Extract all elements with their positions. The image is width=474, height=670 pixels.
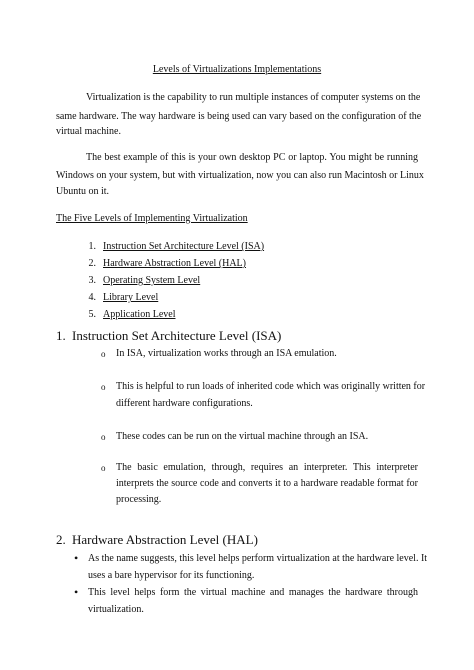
hal-bullet-2-line-2: virtualization. [88, 604, 144, 615]
hal-bullet-1-line-1: As the name suggests, this level helps perform virtualization at the hardware level. It [88, 553, 428, 564]
hollow-bullet-icon: o [101, 382, 106, 392]
example-line-1: The best example of this is your own desktop PC or laptop. You might be running [86, 152, 418, 163]
level-number: 5. [88, 309, 96, 320]
level-number: 2. [88, 258, 96, 269]
hollow-bullet-icon: o [101, 432, 106, 442]
isa-bullet-4-line-3: processing. [116, 494, 162, 505]
level-number: 4. [88, 292, 96, 303]
filled-bullet-icon: • [74, 585, 79, 599]
isa-bullet-3-line-1: These codes can be run on the virtual machine through an ISA. [116, 431, 369, 442]
example-line-2: Windows on your system, but with virtualization, now you can also run Macintosh or Linux [56, 170, 424, 181]
filled-bullet-icon: • [74, 551, 79, 565]
level-link-os[interactable]: Operating System Level [103, 275, 201, 286]
intro-line-3: virtual machine. [56, 126, 121, 137]
isa-bullet-4-line-1: The basic emulation, through, requires an interpreter. This interpreter [116, 462, 418, 473]
example-line-3: Ubuntu on it. [56, 186, 110, 197]
section1-number: 1. [56, 328, 66, 343]
level-link-isa[interactable]: Instruction Set Architecture Level (ISA) [103, 241, 265, 252]
levels-heading: The Five Levels of Implementing Virtualization [56, 213, 248, 224]
document-title: Levels of Virtualizations Implementations [152, 64, 322, 75]
section2-heading: Hardware Abstraction Level (HAL) [72, 532, 258, 547]
level-number: 3. [88, 275, 96, 286]
isa-bullet-4-line-2: interprets the source code and converts it to a hardware readable format for [116, 478, 418, 489]
level-link-hal[interactable]: Hardware Abstraction Level (HAL) [103, 258, 246, 269]
isa-bullet-2-line-2: different hardware configurations. [116, 398, 253, 409]
hal-bullet-1-line-2: uses a bare hypervisor for its functioning. [88, 570, 255, 581]
intro-line-1: Virtualization is the capability to run multiple instances of computer systems on the [86, 92, 421, 103]
intro-line-2: same hardware. The way hardware is being used can vary based on the configuration of the [56, 111, 422, 122]
isa-bullet-1-line-1: In ISA, virtualization works through an ISA emulation. [116, 348, 337, 359]
isa-bullet-2-line-1: This is helpful to run loads of inherited code which was originally written for [116, 381, 426, 392]
section1-heading: Instruction Set Architecture Level (ISA) [72, 328, 282, 343]
level-link-library[interactable]: Library Level [103, 292, 159, 303]
hollow-bullet-icon: o [101, 349, 106, 359]
level-number: 1. [88, 241, 96, 252]
level-link-application[interactable]: Application Level [103, 309, 176, 320]
hollow-bullet-icon: o [101, 463, 106, 473]
hal-bullet-2-line-1: This level helps form the virtual machine and manages the hardware through [88, 587, 418, 598]
section2-number: 2. [56, 532, 66, 547]
